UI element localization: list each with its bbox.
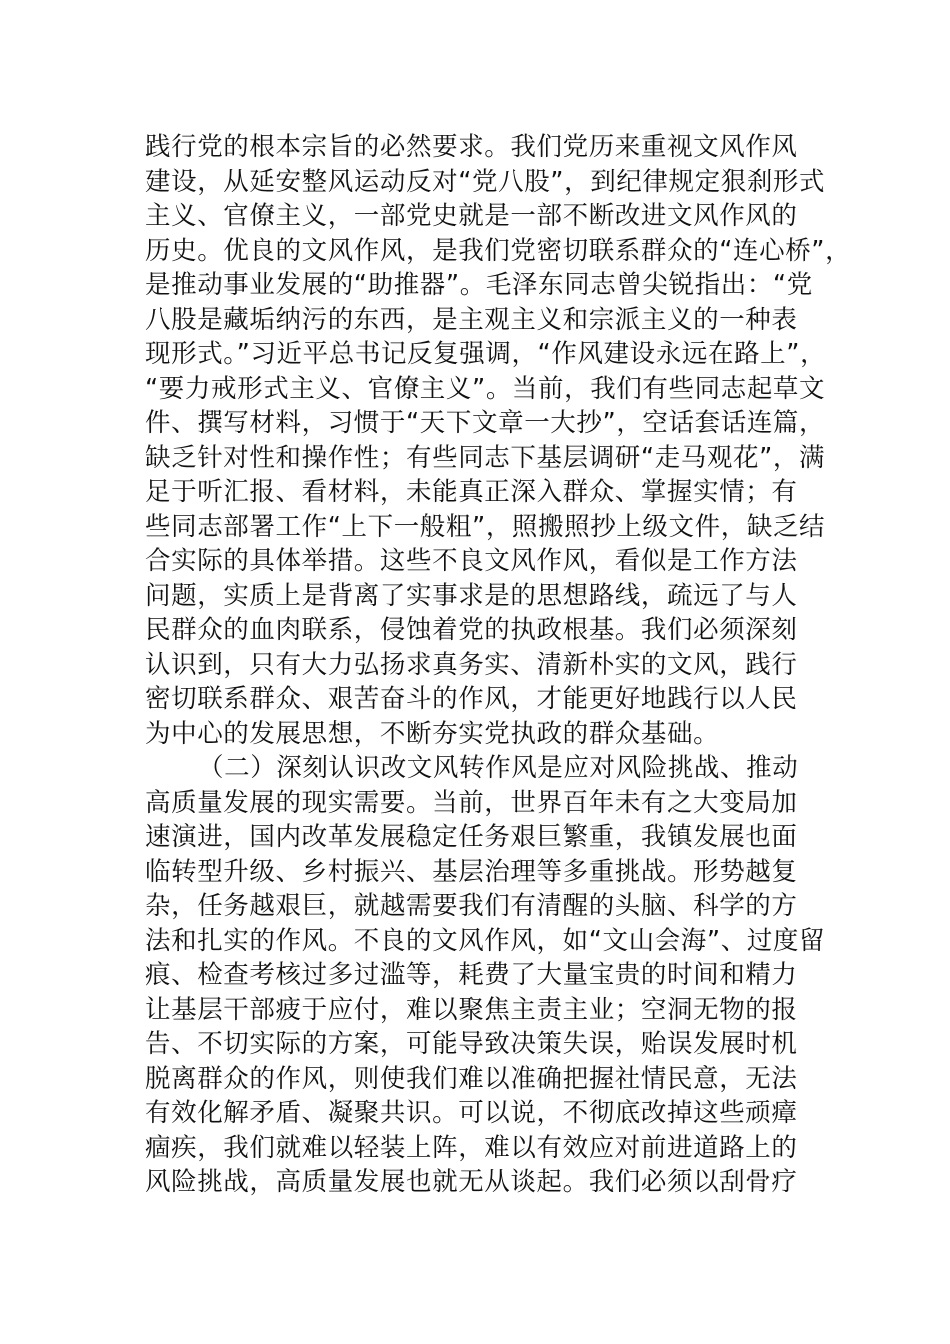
text-line: 践行党的根本宗旨的必然要求。我们党历来重视文风作风 — [145, 132, 798, 162]
text-line: 密切联系群众、艰苦奋斗的作风，才能更好地践行以人民 — [145, 684, 798, 714]
text-line: 建设，从延安整风运动反对“党八股”，到纪律规定狠刹形式 — [145, 167, 826, 197]
text-line: 些同志部署工作“上下一般粗”，照搬照抄上级文件，缺乏结 — [145, 512, 826, 542]
text-line: 合实际的具体举措。这些不良文风作风，看似是工作方法 — [145, 546, 798, 576]
text-line: 足于听汇报、看材料，未能真正深入群众、掌握实情；有 — [145, 477, 798, 507]
text-line: 为中心的发展思想，不断夯实党执政的群众基础。 — [145, 719, 720, 749]
text-line: 高质量发展的现实需要。当前，世界百年未有之大变局加 — [145, 788, 798, 818]
text-line: 痼疾，我们就难以轻装上阵，难以有效应对前进道路上的 — [145, 1133, 798, 1163]
text-line: 民群众的血肉联系，侵蚀着党的执政根基。我们必须深刻 — [145, 615, 798, 645]
text-line: 缺乏针对性和操作性；有些同志下基层调研“走马观花”，满 — [145, 443, 826, 473]
text-line: 让基层干部疲于应付，难以聚焦主责主业；空洞无物的报 — [145, 995, 798, 1025]
text-line: “要力戒形式主义、官僚主义”。当前，我们有些同志起草文 — [145, 374, 826, 404]
text-line: 脱离群众的作风，则使我们难以准确把握社情民意，无法 — [145, 1064, 798, 1094]
text-line: 件、撰写材料，习惯于“天下文章一大抄”，空话套话连篇， — [145, 408, 826, 438]
text-line: 告、不切实际的方案，可能导致决策失误，贻误发展时机 — [145, 1029, 798, 1059]
text-line: 有效化解矛盾、凝聚共识。可以说，不彻底改掉这些顽瘴 — [145, 1098, 798, 1128]
text-line: 杂，任务越艰巨，就越需要我们有清醒的头脑、科学的方 — [145, 891, 798, 921]
text-line: 是推动事业发展的“助推器”。毛泽东同志曾尖锐指出：“党 — [145, 270, 813, 300]
text-line: 痕、检查考核过多过滥等，耗费了大量宝贵的时间和精力 — [145, 960, 798, 990]
text-line: 主义、官僚主义，一部党史就是一部不断改进文风作风的 — [145, 201, 798, 231]
text-line: 法和扎实的作风。不良的文风作风，如“文山会海”、过度留 — [145, 926, 826, 956]
text-line: 速演进，国内改革发展稳定任务艰巨繁重，我镇发展也面 — [145, 822, 798, 852]
section-heading-line: （二）深刻认识改文风转作风是应对风险挑战、推动 — [198, 753, 799, 783]
text-line: 风险挑战，高质量发展也就无从谈起。我们必须以刮骨疗 — [145, 1167, 798, 1197]
text-line: 现形式。”习近平总书记反复强调，“作风建设永远在路上”， — [145, 339, 827, 369]
text-line: 历史。优良的文风作风，是我们党密切联系群众的“连心桥”， — [145, 236, 852, 266]
text-line: 问题，实质上是背离了实事求是的思想路线，疏远了与人 — [145, 581, 798, 611]
text-line: 认识到，只有大力弘扬求真务实、清新朴实的文风，践行 — [145, 650, 798, 680]
text-line: 八股是藏垢纳污的东西，是主观主义和宗派主义的一种表 — [145, 305, 798, 335]
text-line: 临转型升级、乡村振兴、基层治理等多重挑战。形势越复 — [145, 857, 798, 887]
